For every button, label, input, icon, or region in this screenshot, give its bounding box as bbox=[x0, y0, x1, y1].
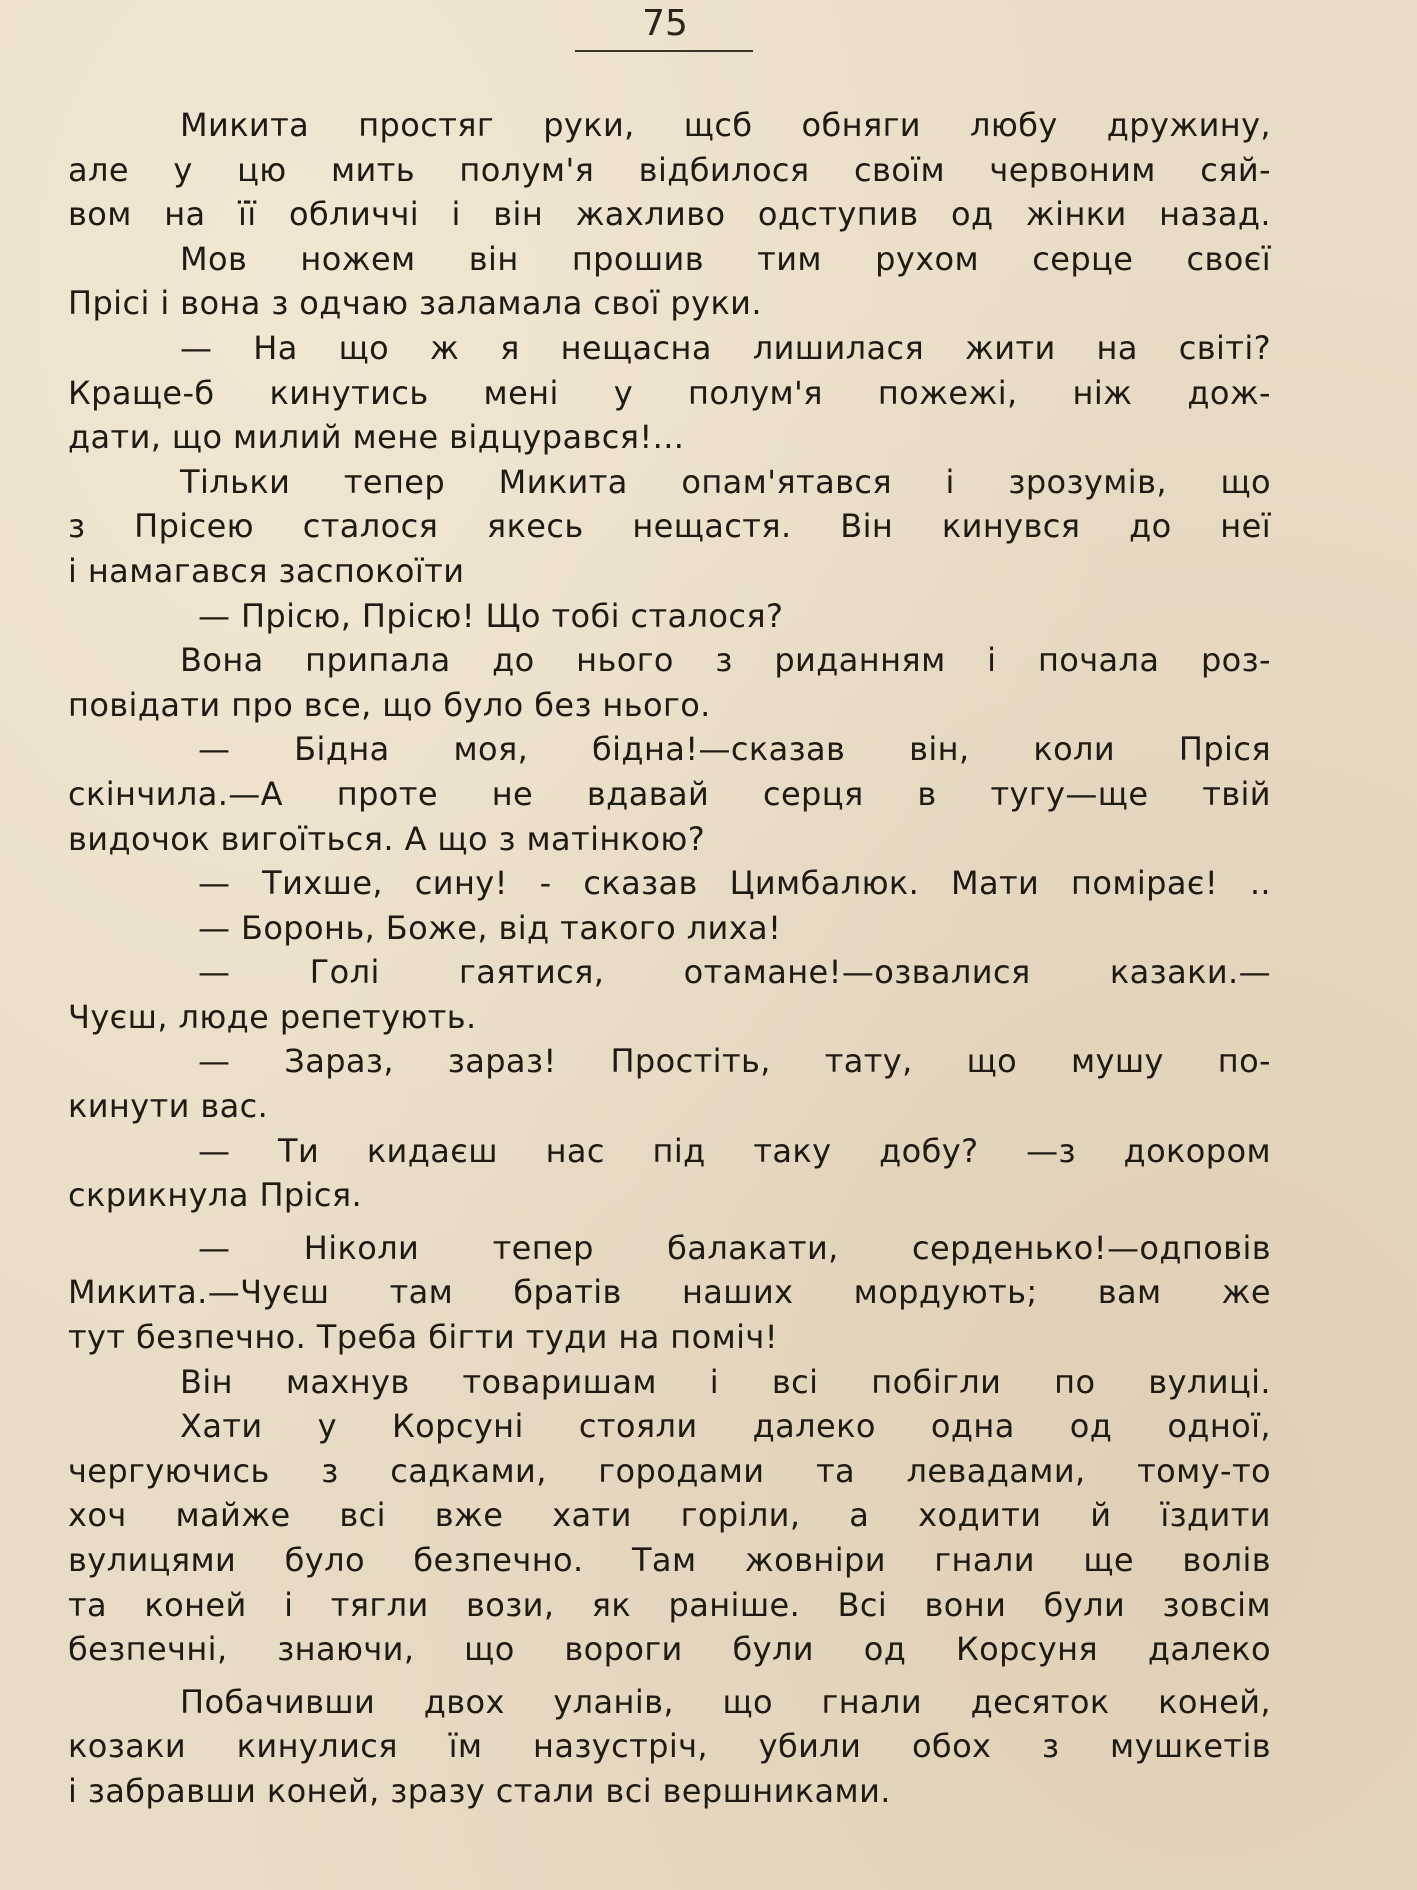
text-line: безпечні, знаючи, що вороги були од Корсуня далеко bbox=[68, 1630, 1271, 1669]
text-line: хоч майже всі вже хати горіли, а ходити й їздити bbox=[68, 1496, 1271, 1535]
text-line: Мов ножем він прошив тим рухом серце своєї bbox=[180, 239, 1271, 278]
text-line: — Боронь, Боже, від такого лиха! bbox=[198, 908, 782, 947]
text-line: Вона припала до нього з риданням і почала роз- bbox=[180, 641, 1271, 680]
text-line: вом на її обличчі і він жахливо одступив од жінки назад. bbox=[68, 195, 1271, 234]
text-line: Він махнув товаришам і всі побігли по вулиці. bbox=[180, 1362, 1271, 1401]
text-line: — На що ж я нещасна лишилася жити на світі? bbox=[180, 328, 1271, 367]
text-line: — Прісю, Прісю! Що тобі сталося? bbox=[198, 596, 784, 635]
text-line: — Ти кидаєш нас під таку добу? —з докором bbox=[198, 1131, 1271, 1170]
text-line: — Тихше, сину! - сказав Цимбалюк. Мати помірає! .. bbox=[198, 864, 1271, 903]
text-line: скрикнула Пріся. bbox=[68, 1176, 363, 1215]
text-line: — Зараз, зараз! Простіть, тату, що мушу по- bbox=[198, 1042, 1271, 1081]
text-line: Тільки тепер Микита опам'ятався і зрозумів, що bbox=[180, 462, 1271, 501]
text-line: Прісі і вона з одчаю заламала свої руки. bbox=[68, 284, 762, 323]
text-line: дати, що милий мене відцурався!... bbox=[68, 418, 685, 457]
text-line: — Бідна моя, бідна!—сказав він, коли Пріся bbox=[198, 730, 1271, 769]
text-line: чергуючись з садками, городами та левадами, тому-то bbox=[68, 1451, 1271, 1490]
body-text bbox=[68, 103, 1271, 1814]
text-line: козаки кинулися їм назустріч, убили обох з мушкетів bbox=[68, 1727, 1271, 1766]
text-line: Микита простяг руки, щсб обняги любу дружину, bbox=[180, 106, 1271, 144]
text-line: Микита.—Чуєш там братів наших мордують; вам же bbox=[68, 1273, 1271, 1312]
text-line: Чуєш, люде репетують. bbox=[68, 997, 477, 1036]
text-line: тут безпечно. Треба бігти туди на поміч! bbox=[68, 1318, 778, 1357]
text-line: Хати у Корсуні стояли далеко одна од одної, bbox=[180, 1407, 1271, 1446]
text-line: скінчила.—А проте не вдавай серця в тугу—ще твій bbox=[68, 774, 1271, 813]
text-line: та коней і тягли вози, як раніше. Всі вони були зовсім bbox=[68, 1585, 1271, 1624]
text-line: але у цю мить полум'я відбилося своїм червоним сяй- bbox=[68, 150, 1271, 189]
text-line: Краще-б кинутись мені у полум'я пожежі, ніж дож- bbox=[68, 373, 1271, 412]
text-line: і намагався заспокоїти bbox=[68, 551, 465, 590]
text-line: вулицями було безпечно. Там жовніри гнали ще волів bbox=[68, 1541, 1271, 1579]
text-line: видочок вигоїться. А що з матінкою? bbox=[68, 819, 706, 858]
text-line: повідати про все, що було без нього. bbox=[68, 685, 711, 724]
text-line: і забравши коней, зразу стали всі вершниками. bbox=[68, 1771, 891, 1810]
text-line: — Ніколи тепер балакати, серденько!—одповів bbox=[198, 1228, 1271, 1267]
text-line: з Прісею сталося якесь нещастя. Він кинувся до неї bbox=[68, 507, 1271, 546]
text-line: Побачивши двох уланів, що гнали десяток коней, bbox=[180, 1682, 1271, 1721]
header-rule bbox=[575, 50, 753, 52]
text-line: кинути вас. bbox=[68, 1087, 269, 1126]
text-line: — Голі гаятися, отамане!—озвалися казаки.— bbox=[198, 953, 1271, 992]
page-number: 75 bbox=[642, 3, 688, 44]
